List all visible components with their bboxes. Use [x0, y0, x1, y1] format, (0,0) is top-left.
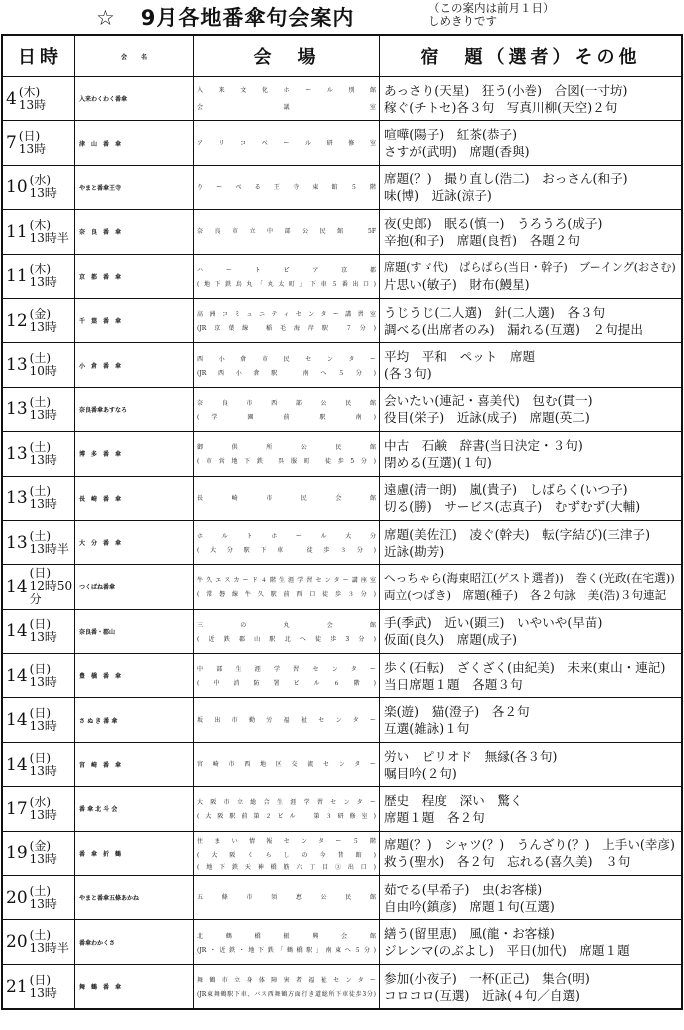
topics: [379, 255, 681, 298]
header-date: 日時: [18, 47, 62, 68]
topics: [379, 166, 681, 209]
table-row: [3, 431, 681, 475]
venue-name: 宮崎市西地区交流センター: [197, 761, 376, 769]
topics-line-1: 夜(史郎) 眠る(慎一) うろうろ(成子): [384, 215, 603, 231]
venue-name: 奈良市西部公民館: [197, 399, 376, 407]
venue: [193, 965, 379, 1008]
venue: [193, 521, 379, 564]
topics-line-1: 席題(？) シャツ(？) うんざり(？) 上手い(幸彦): [384, 837, 675, 853]
event-weekday: (日): [29, 750, 52, 765]
event-time: 13時半: [29, 230, 69, 245]
event-day: 4: [6, 88, 17, 109]
venue: [193, 832, 379, 875]
venue-name: 長崎市民会館: [197, 494, 376, 502]
event-date: [3, 166, 74, 209]
event-day: 10: [6, 177, 28, 198]
event-day: 17: [6, 798, 28, 819]
venue-name: 舞鶴市立身体障害者福祉センター: [197, 977, 376, 984]
topics-line-2: 切る(勝) サービス(志真子) むずむず(大輔): [384, 499, 641, 515]
venue: [193, 166, 379, 209]
schedule-table: [1, 34, 683, 1010]
venue: [193, 343, 379, 386]
venue-access: (常磐線牛久駅前西口徒歩３分): [197, 591, 376, 599]
topics-line-1: 労い ピリオド 無縁(各３句): [384, 748, 558, 764]
topics: [379, 432, 681, 475]
topics-line-2: 稼ぐ(チトセ)各３句 写真川柳(天空)２句: [384, 99, 618, 115]
venue: [193, 432, 379, 475]
venue-access: (JR京葉線 稲毛海岸駅 ７分): [197, 325, 376, 333]
event-weekday: (木): [29, 217, 52, 232]
event-weekday: (水): [29, 173, 52, 188]
event-time: 13時: [29, 719, 57, 734]
venue-access: (JR・近鉄・地下鉄「鶴橋駅」南東へ５分): [197, 946, 376, 954]
event-time: 13時: [29, 408, 57, 423]
event-date: [3, 965, 74, 1008]
event-date: [3, 920, 74, 963]
venue-access-2: (地下鉄天神橋筋六丁目③出口): [197, 863, 376, 871]
event-weekday: (日): [29, 661, 52, 676]
event-weekday: (土): [29, 351, 52, 366]
venue-access: (中消防署ビル６階): [197, 680, 376, 688]
event-date: [3, 698, 74, 741]
event-day: 14: [6, 754, 28, 775]
topics-line-1: 楽(遊) 猫(澄子) 各２句: [384, 704, 530, 720]
topics-line-1: 歴史 程度 深い 驚く: [384, 792, 523, 808]
event-weekday: (土): [29, 439, 52, 454]
topics-line-2: 両立(つばき) 席題(種子) 各２句詠 美(浩)３句連記: [384, 587, 667, 602]
club-name: やまと番傘王寺: [74, 166, 193, 209]
table-row: [3, 165, 681, 209]
event-day: 11: [6, 266, 28, 287]
venue-access: (大阪駅前第２ビル 第３研修室): [197, 813, 376, 821]
club-name: 奈 良 番 傘: [74, 210, 193, 253]
event-day: 13: [6, 443, 28, 464]
venue-name: ホルトホール大分: [197, 533, 376, 541]
club-name: 京 都 番 傘: [74, 255, 193, 298]
venue-access: 会 議 室: [197, 103, 376, 111]
event-weekday: (日): [29, 972, 52, 987]
topics-line-2: (各３句): [384, 366, 432, 382]
topics-line-1: 中古 石鹸 辞書(当日決定・３句): [384, 437, 583, 453]
topics-line-2: 閉める(互選)(１句): [384, 454, 492, 470]
event-weekday: (日): [29, 566, 52, 581]
venue-name: 入来文化ホール別館: [197, 86, 376, 94]
topics-line-1: うじうじ(二人選) 針(二人選) 各３句: [384, 304, 606, 320]
topics-line-1: 繕う(留里恵) 風(龍・お客様): [384, 926, 555, 942]
table-row: [3, 964, 681, 1008]
venue: [193, 920, 379, 963]
topics: [379, 299, 681, 342]
club-name: 小 倉 番 傘: [74, 343, 193, 386]
venue-access: (大阪くらしの今昔館): [197, 851, 376, 859]
club-name: 宮 崎 番 傘: [74, 743, 193, 786]
venue-name: 奈良市立中部公民館 5F: [197, 228, 376, 236]
venue-access: (近鉄郡山駅北へ徒歩3分): [197, 635, 376, 643]
table-row: [3, 209, 681, 253]
event-date: [3, 299, 74, 342]
event-time: 12時50分: [29, 579, 73, 607]
topics-line-1: へっちゃら(海東昭江(ゲスト選者)) 巻く(光政(在宅選)): [384, 570, 675, 585]
event-day: 21: [6, 976, 28, 997]
event-day: 11: [6, 221, 28, 242]
club-name: 番傘わかくさ: [74, 920, 193, 963]
club-name: 舞 鶴 番 傘: [74, 965, 193, 1008]
topics: [379, 388, 681, 431]
club-name: 番 傘 北 斗 会: [74, 787, 193, 830]
venue-access: (地下鉄烏丸「丸太町」下車５番出口): [197, 280, 376, 288]
event-weekday: (土): [29, 484, 52, 499]
event-time: 13時: [29, 985, 57, 1000]
venue-name: 北鶴橋振興会館: [197, 932, 376, 940]
venue-name: 住まい情報センター５階: [197, 837, 376, 845]
venue: [193, 610, 379, 653]
title-text: 9月各地番傘句会案内: [140, 6, 355, 30]
topics-line-2: 近詠(勘芳): [384, 543, 445, 559]
event-date: [3, 388, 74, 431]
event-time: 13時: [29, 807, 57, 822]
event-time: 13時: [18, 97, 47, 112]
event-time: 13時: [29, 896, 57, 911]
table-row: [3, 76, 681, 120]
venue-name: 中部生涯学習センター: [197, 666, 376, 674]
table-row: [3, 875, 681, 919]
venue: [193, 121, 379, 164]
event-date: [3, 210, 74, 253]
topics-line-2: ジレンマ(のぶよし) 平日(加代) 席題１題: [384, 943, 630, 959]
venue-name: りーべる王寺東館５階: [197, 183, 376, 191]
table-row: [3, 298, 681, 342]
event-date: [3, 77, 74, 120]
page-title: [96, 2, 354, 32]
venue-name: アリコベール研修室: [197, 139, 376, 147]
venue: [193, 787, 379, 830]
topics: [379, 521, 681, 564]
topics-line-1: 歩く(石転) ざくざく(由紀美) 未来(東山・連記): [384, 659, 666, 675]
event-day: 12: [6, 310, 28, 331]
event-time: 13時: [29, 852, 57, 867]
venue: [193, 477, 379, 520]
table-row: [3, 520, 681, 564]
table-row: [3, 342, 681, 386]
topics-line-2: 当日席題１題 各題３句: [384, 676, 523, 692]
header-venue: 会 場: [193, 36, 379, 76]
venue-name: 三の丸会館: [197, 621, 376, 629]
venue: [193, 255, 379, 298]
star-icon: ☆: [96, 6, 116, 30]
event-weekday: (土): [29, 883, 52, 898]
topics-line-1: 参加(小夜子) 一杯(正己) 集合(明): [384, 970, 590, 986]
topics: [379, 121, 681, 164]
venue-name: 坂出市勤労福祉センター: [197, 716, 376, 724]
topics-line-1: 手(季武) 近い(顕三) いやいや(早苗): [384, 615, 603, 631]
event-day: 13: [6, 488, 28, 509]
venue-access: (JR西小倉駅 南へ５分): [197, 369, 376, 377]
event-time: 13時半: [29, 541, 69, 556]
event-date: [3, 654, 74, 697]
topics-line-1: 茹でる(早希子) 虫(お客様): [384, 881, 543, 897]
club-name: 番 傘 折 鶴: [74, 832, 193, 875]
venue-name: 牛久エスカード４階生涯学習センター講座室: [197, 577, 376, 585]
event-weekday: (金): [29, 306, 52, 321]
event-time: 13時: [29, 452, 57, 467]
event-day: 14: [6, 576, 28, 597]
event-date: [3, 743, 74, 786]
event-day: 19: [6, 843, 28, 864]
venue-name: 五條市須恵公民館: [197, 894, 376, 902]
topics-line-2: 調べる(出席者のみ) 漏れる(互選) ２句提出: [384, 321, 643, 337]
topics: [379, 876, 681, 919]
topics-line-1: 会いたい(連記・喜美代) 包む(貫一): [384, 393, 593, 409]
event-time: 13時: [29, 497, 57, 512]
club-name: さ ぬ き 番 傘: [74, 698, 193, 741]
event-day: 14: [6, 621, 28, 642]
topics: [379, 210, 681, 253]
event-day: 20: [6, 932, 28, 953]
table-row: [3, 653, 681, 697]
event-date: [3, 565, 74, 608]
club-name: 長 崎 番 傘: [74, 477, 193, 520]
event-weekday: (日): [29, 617, 52, 632]
table-row: [3, 387, 681, 431]
event-day: 14: [6, 665, 28, 686]
topics-line-2: 役目(栄子) 近詠(成子) 席題(英二): [384, 410, 590, 426]
topics-line-2: 救う(聖水) 各２句 忘れる(喜久美) ３句: [384, 854, 631, 870]
topics-line-1: 平均 平和 ペット 席題: [384, 349, 536, 365]
event-weekday: (日): [29, 706, 52, 721]
topics-line-2: 辛抱(和子) 席題(良哲) 各題２句: [384, 232, 580, 248]
club-name: 津 山 番 傘: [74, 121, 193, 164]
event-day: 14: [6, 710, 28, 731]
venue-access: (市営地下鉄 呉服町 徒歩5分): [197, 458, 376, 466]
topics: [379, 77, 681, 120]
event-date: [3, 432, 74, 475]
event-weekday: (土): [29, 395, 52, 410]
event-weekday: (木): [18, 84, 41, 99]
venue-access: (大分駅下車 徒歩３分): [197, 547, 376, 555]
event-date: [3, 521, 74, 564]
topics-line-1: 席題(？) 撮り直し(浩二) おっさん(和子): [384, 171, 628, 187]
event-weekday: (金): [29, 839, 52, 854]
topics-line-2: 自由吟(鎮彦) 席題１句(互選): [384, 898, 555, 914]
topics-line-2: 片思い(敏子) 財布(鰻星): [384, 277, 530, 293]
topics: [379, 343, 681, 386]
event-date: [3, 121, 74, 164]
venue-access: (JR東舞鶴駅下車、バス西舞鶴方面行き道総所下車徒歩3分): [197, 991, 376, 998]
event-weekday: (日): [18, 129, 41, 144]
event-day: 20: [6, 887, 28, 908]
event-time: 13時半: [29, 941, 69, 956]
table-row: [3, 609, 681, 653]
venue-name: 御供所公民館: [197, 444, 376, 452]
topics-line-2: 席題１題 各２句: [384, 809, 485, 825]
event-time: 13時: [29, 630, 57, 645]
venue-name: 高洲コミュニティセンター講習室: [197, 311, 376, 319]
topics-line-2: さすが(武明) 席題(香與): [384, 144, 530, 160]
event-time: 13時: [29, 674, 57, 689]
topics: [379, 965, 681, 1008]
event-weekday: (水): [29, 794, 52, 809]
venue: [193, 565, 379, 608]
topics: [379, 565, 681, 608]
topics: [379, 743, 681, 786]
venue: [193, 77, 379, 120]
table-header-row: [3, 36, 681, 76]
event-time: 13時: [29, 186, 57, 201]
event-date: [3, 343, 74, 386]
header-topics: 宿 題（選者）その他: [379, 36, 681, 76]
table-row: [3, 120, 681, 164]
table-row: [3, 564, 681, 608]
event-time: 13時: [29, 319, 57, 334]
deadline-note: （この案内は前月１日） しめきりです: [428, 1, 555, 28]
venue-access: (学 園 前 駅 南): [197, 413, 376, 421]
event-time: 13時: [18, 142, 47, 157]
topics: [379, 477, 681, 520]
topics-line-1: 遠慮(清一朗) 嵐(貴子) しばらく(いつ子): [384, 482, 628, 498]
event-time: 13時: [29, 763, 57, 778]
header-name: 会 名: [74, 36, 193, 76]
club-name: 入来わくわく番傘: [74, 77, 193, 120]
topics: [379, 787, 681, 830]
topics: [379, 654, 681, 697]
venue: [193, 698, 379, 741]
venue: [193, 743, 379, 786]
table-row: [3, 476, 681, 520]
venue: [193, 210, 379, 253]
event-day: 13: [6, 532, 28, 553]
club-name: やまと番傘五條あかね: [74, 876, 193, 919]
venue: [193, 299, 379, 342]
event-weekday: (土): [29, 928, 52, 943]
club-name: 豊 橋 番 傘: [74, 654, 193, 697]
topics-line-1: 喧嘩(陽子) 紅茶(恭子): [384, 127, 517, 143]
event-date: [3, 832, 74, 875]
table-row: [3, 742, 681, 786]
event-time: 10時: [29, 364, 57, 379]
event-time: 13時: [29, 275, 57, 290]
table-row: [3, 697, 681, 741]
club-name: 奈良番傘あすなろ: [74, 388, 193, 431]
table-row: [3, 919, 681, 963]
topics-line-1: 席題(すゞ代) ぱらぱら(当日・幹子) ブーイング(おさむ): [384, 261, 676, 275]
club-name: 博 多 番 傘: [74, 432, 193, 475]
event-day: 13: [6, 355, 28, 376]
venue-name: 西小倉市民センター: [197, 355, 376, 363]
club-name: 大 分 番 傘: [74, 521, 193, 564]
topics-line-2: コロコロ(互選) 近詠(４句／自選): [384, 987, 580, 1003]
topics: [379, 920, 681, 963]
venue-name: 大阪市立総合生涯学習センター: [197, 799, 376, 807]
table-row: [3, 254, 681, 298]
venue: [193, 876, 379, 919]
topics-line-1: あっさり(天星) 狂う(小巻) 合図(一寸坊): [384, 82, 628, 98]
topics-line-2: 仮面(良久) 席題(成子): [384, 632, 517, 648]
venue-name: ハートピア京都: [197, 266, 376, 274]
event-weekday: (木): [29, 262, 52, 277]
event-date: [3, 477, 74, 520]
event-day: 7: [6, 133, 17, 154]
club-name: つくばね番傘: [74, 565, 193, 608]
club-name: 千 葉 番 傘: [74, 299, 193, 342]
topics: [379, 610, 681, 653]
topics-line-2: 互選(雑詠)１句: [384, 721, 470, 737]
venue: [193, 654, 379, 697]
page-header: [0, 0, 684, 34]
topics: [379, 698, 681, 741]
table-row: [3, 786, 681, 830]
event-date: [3, 876, 74, 919]
event-weekday: (土): [29, 528, 52, 543]
venue: [193, 388, 379, 431]
topics-line-2: 味(博) 近詠(涼子): [384, 188, 492, 204]
table-row: [3, 831, 681, 875]
event-day: 13: [6, 399, 28, 420]
topics-line-2: 嘱目吟(２句): [384, 765, 457, 781]
topics: [379, 832, 681, 875]
club-name: 奈良番・郡山: [74, 610, 193, 653]
event-date: [3, 610, 74, 653]
topics-line-1: 席題(美佐江) 凌ぐ(幹夫) 転(字結び)(三津子): [384, 526, 650, 542]
event-date: [3, 255, 74, 298]
event-date: [3, 787, 74, 830]
